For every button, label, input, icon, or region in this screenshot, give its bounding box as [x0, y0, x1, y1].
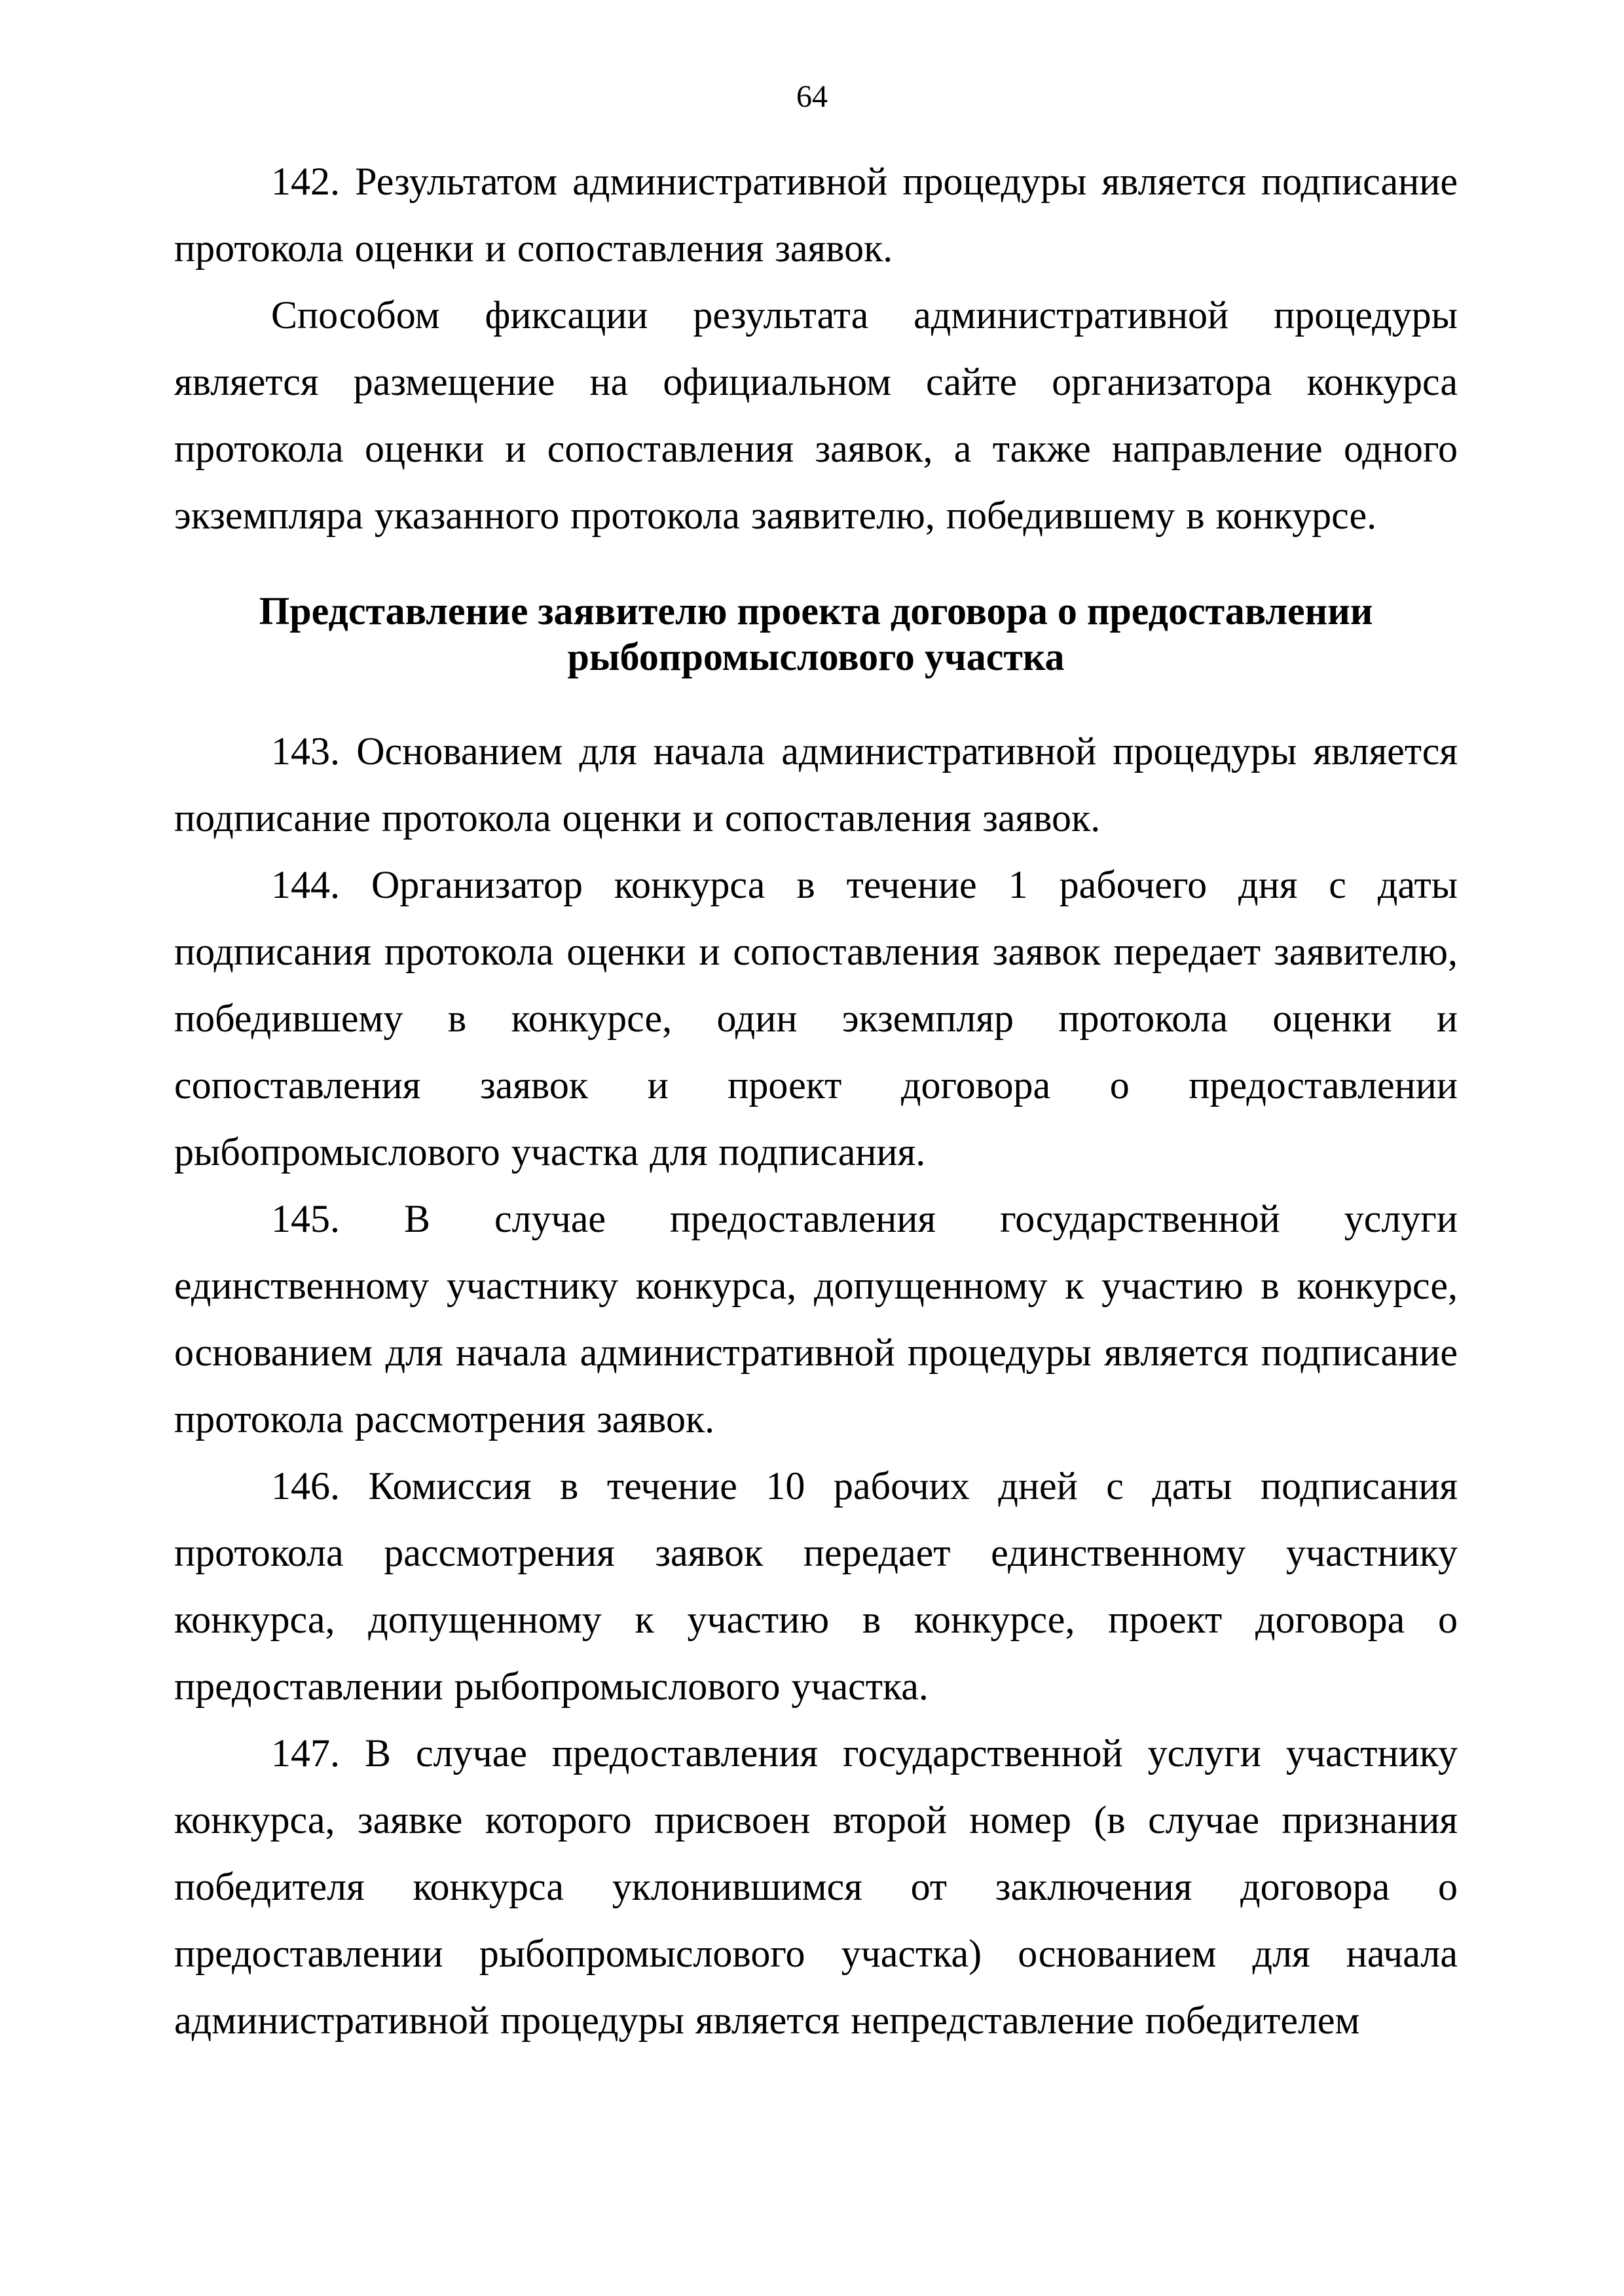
- paragraph-145: 145. В случае предоставления государственной услуги единственному участнику конкурса, допущенному к участию в конкурсе, основанием для начала административной процедуры является подписание протокола рассмотрения заявок.: [174, 1197, 1458, 1441]
- paragraph-144: 144. Организатор конкурса в течение 1 рабочего дня с даты подписания протокола оценки и сопоставления заявок передает заявителю, победившему в конкурсе, один экземпляр протокола оценки и сопоставления заявок и проект договора о предоставлении рыбопромыслового участка для подписания.: [174, 863, 1458, 1174]
- page-number: 64: [796, 79, 828, 114]
- paragraph-result-fixation: Способом фиксации результата административной процедуры является размещение на официальном сайте организатора конкурса протокола оценки и сопоставления заявок, а также направление одного экземпляра указанного протокола заявителю, победившему в конкурсе.: [174, 293, 1458, 537]
- paragraph-143: 143. Основанием для начала административной процедуры является подписание протокола оценки и сопоставления заявок.: [174, 730, 1458, 840]
- paragraph-146: 146. Комиссия в течение 10 рабочих дней с даты подписания протокола рассмотрения заявок передает единственному участнику конкурса, допущенному к участию в конкурсе, проект договора о предоставлении рыбопромыслового участка.: [174, 1464, 1458, 1708]
- paragraph-147: 147. В случае предоставления государственной услуги участнику конкурса, заявке которого присвоен второй номер (в случае признания победителя конкурса уклонившимся от заключения договора о предоставлении рыбопромыслового участка) основанием для начала административной процедуры является непредставление победителем: [174, 1731, 1458, 2042]
- paragraph-142: 142. Результатом административной процедуры является подписание протокола оценки и сопоставления заявок.: [174, 160, 1458, 270]
- document-body: [174, 148, 1458, 2054]
- section-heading-line-1: Представление заявителю проекта договора о предоставлении: [259, 589, 1373, 633]
- section-heading-line-2: рыбопромыслового участка: [567, 635, 1065, 678]
- section-heading: [174, 588, 1458, 680]
